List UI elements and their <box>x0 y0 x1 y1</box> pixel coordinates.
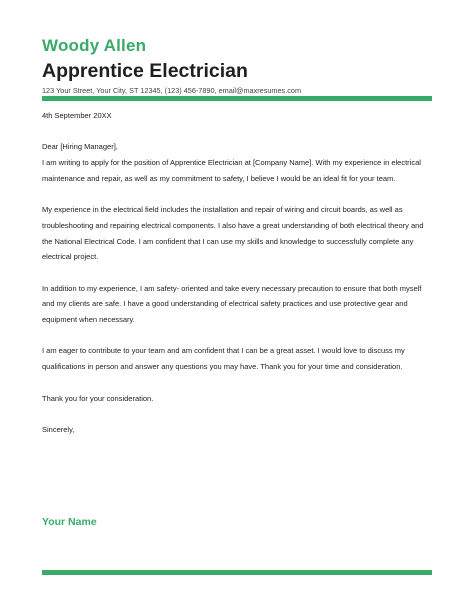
paragraph-experience: My experience in the electrical field includes the installation and repair of wiring and circuit boards, as well as troubleshooting and repairing electrical components. I also have a great understanding of both electrical theory and the National Electrical Code. I am confident that I can use my skills and knowledge to successfully complete any electrical project. <box>42 205 424 262</box>
paragraph-contribution: I am eager to contribute to your team and am confident that I can be a great asset. I would love to discuss my qualifications in person and answer any questions you may have. Thank you for your time and consideration. <box>42 346 405 372</box>
letter-date: 4th September 20XX <box>42 111 112 120</box>
applicant-name: Woody Allen <box>42 36 147 55</box>
paragraph-thanks: Thank you for your consideration. <box>42 393 154 403</box>
paragraph-safety: In addition to my experience, I am safety- oriented and take every necessary precaution to ensure that both myself and my clients are safe. I have a good understanding of electrical safety practices and use protective gear and equipment when necessary. <box>42 283 422 325</box>
closing: Sincerely, <box>42 424 75 434</box>
footer-divider <box>42 570 432 575</box>
salutation: Dear [Hiring Manager], <box>42 142 118 152</box>
cover-letter-page <box>42 0 432 613</box>
contact-info: 123 Your Street, Your City, ST 12345, (123) 456-7890, email@maxresumes.com <box>42 86 302 95</box>
paragraph-intro: I am writing to apply for the position of Apprentice Electrician at [Company Name]. With my experience in electrical maintenance and repair, as well as my commitment to safety, I believe I would be an ideal fit for your team. <box>42 158 421 183</box>
job-title: Apprentice Electrician <box>42 60 248 82</box>
letter-body <box>42 108 434 453</box>
signature-name: Your Name <box>42 516 97 528</box>
header-divider <box>42 96 432 101</box>
